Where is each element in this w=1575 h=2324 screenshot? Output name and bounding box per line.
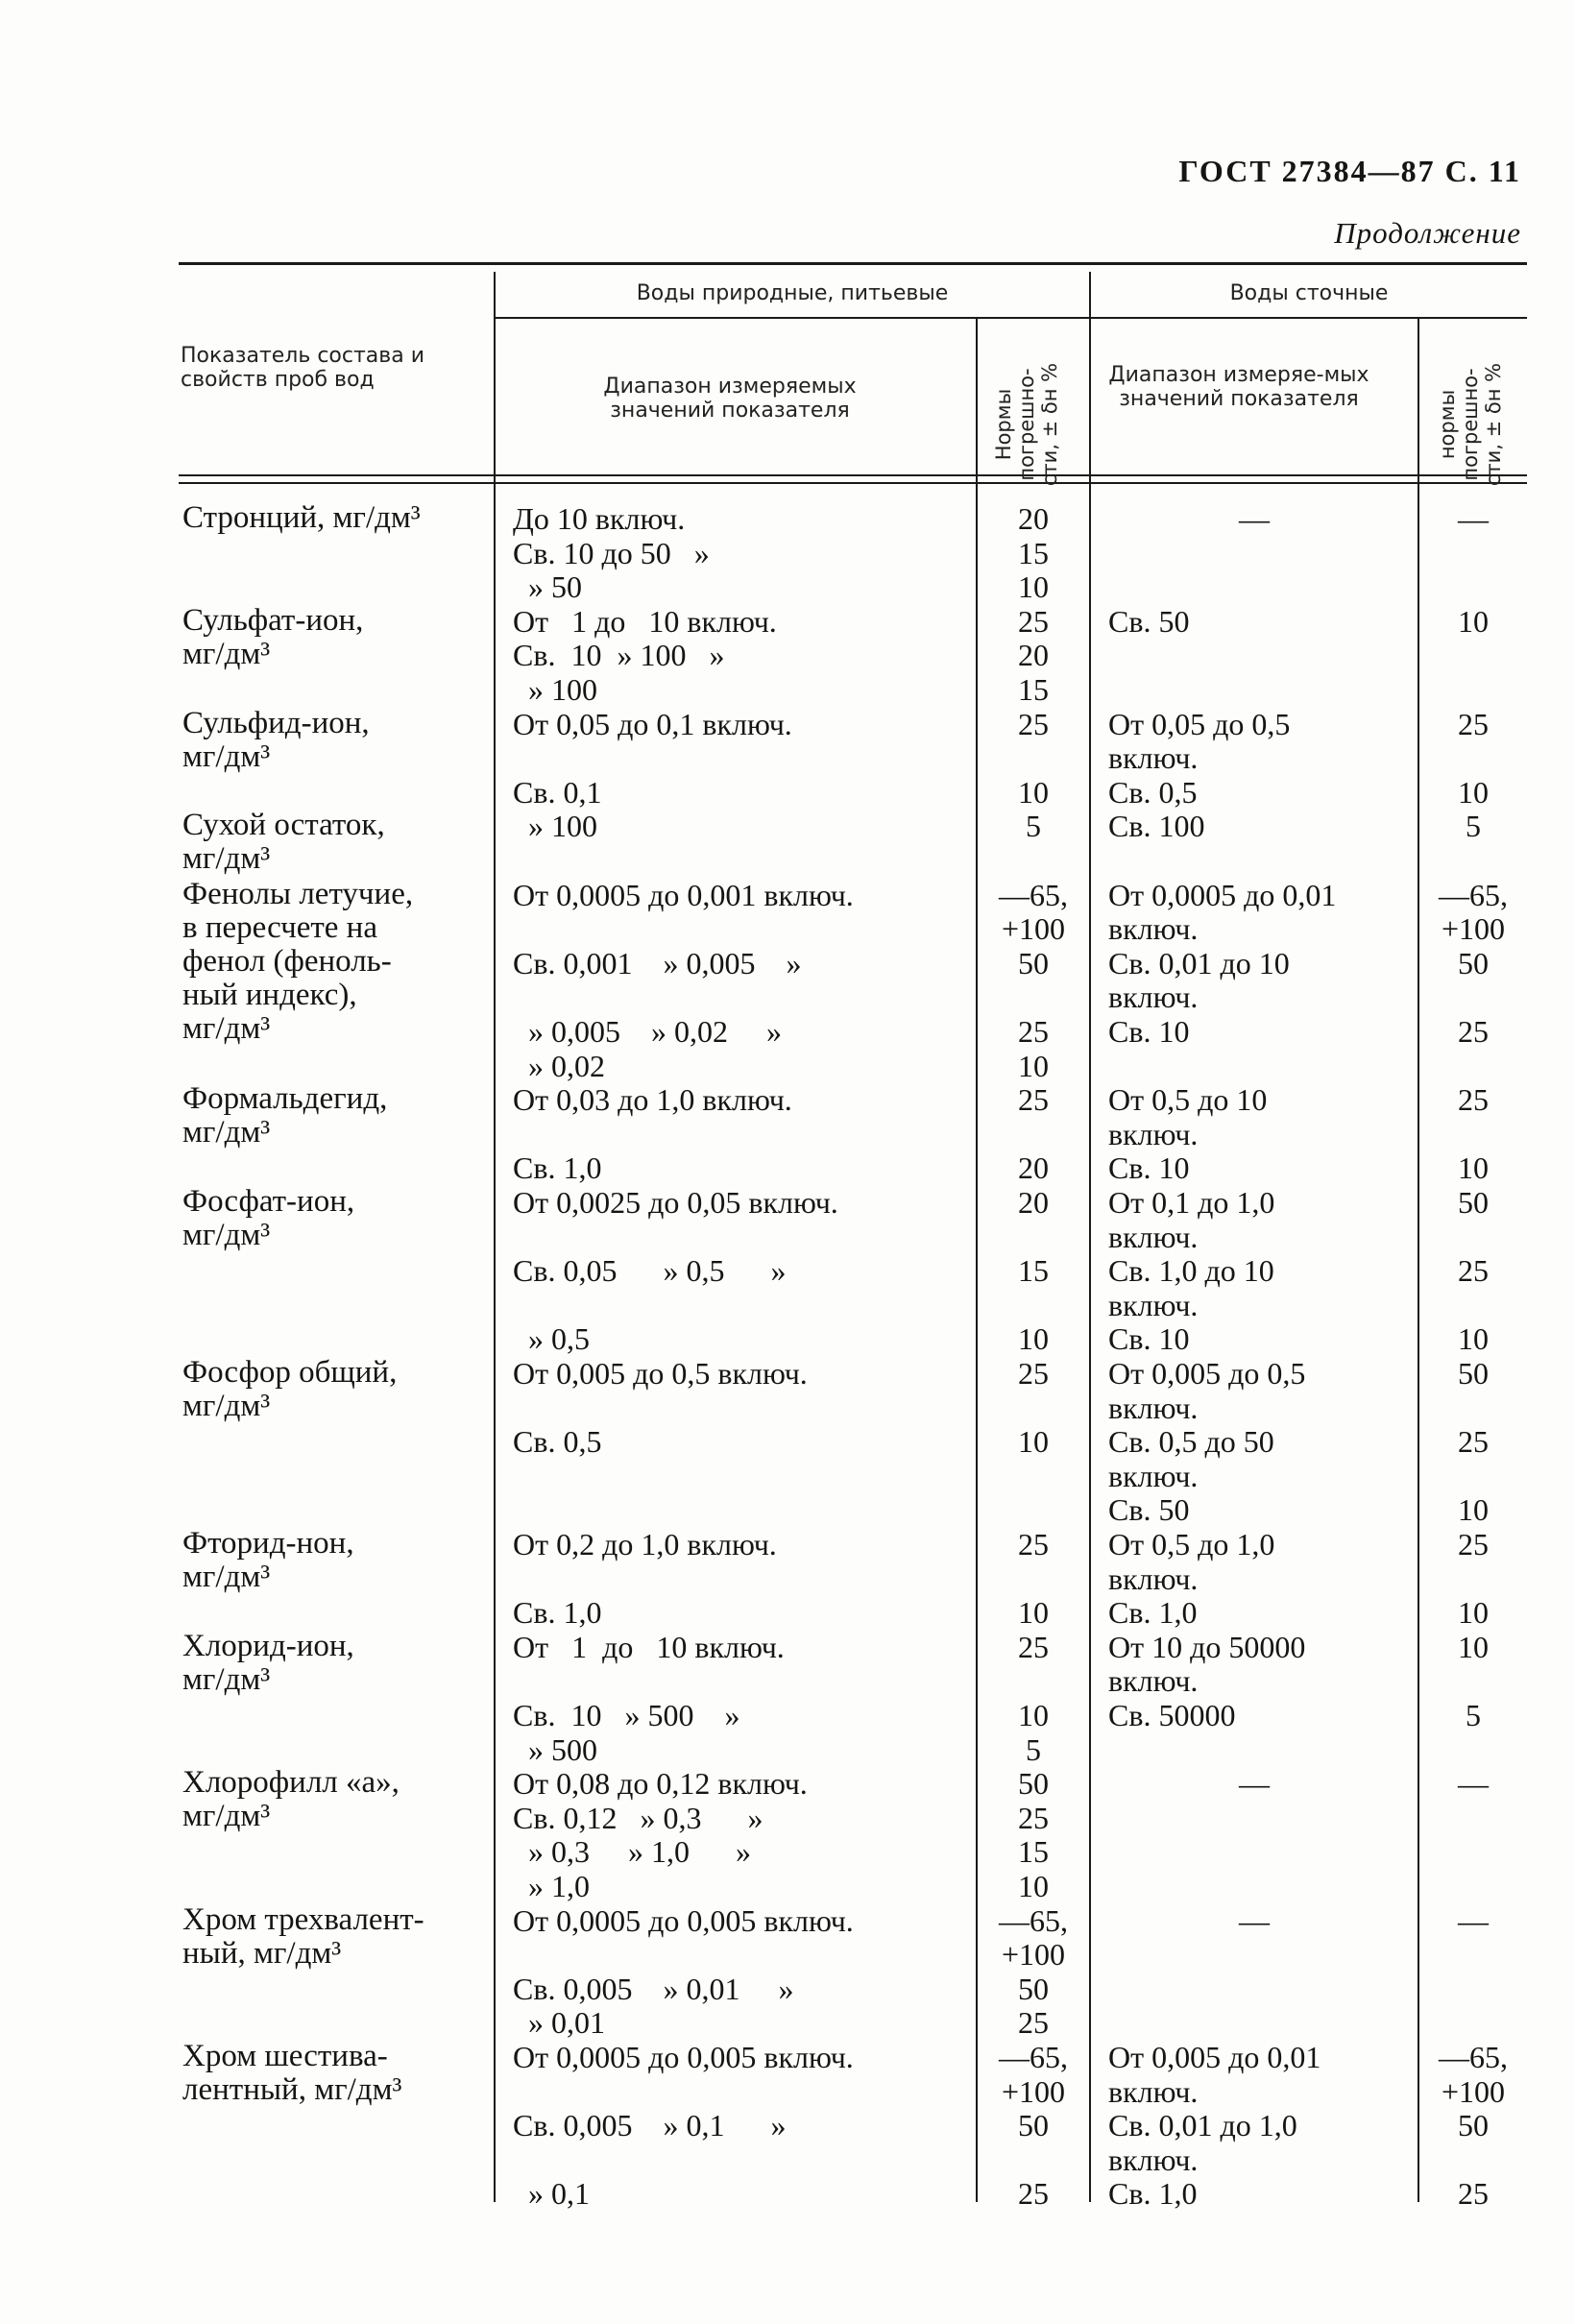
- group-header-rule-waste: [1091, 317, 1527, 319]
- parameter-name: мг/дм³: [182, 636, 271, 671]
- norm-natural-cell: 20: [1018, 1185, 1049, 1220]
- norm-natural-cell: 5: [1026, 809, 1041, 844]
- norm-natural-cell: 25: [1018, 1014, 1049, 1049]
- norm-waste-cell: 25: [1458, 1014, 1489, 1049]
- norm-natural-cell: 10: [1018, 1595, 1049, 1631]
- range-waste-cell: Св. 0,5 до 50: [1108, 1424, 1274, 1460]
- parameter-name: Формальдегид,: [182, 1081, 388, 1117]
- norm-waste-cell: 10: [1458, 1629, 1489, 1664]
- range-natural-cell: » 100: [513, 672, 597, 707]
- column-header-norm-waste: нормы погрешно-сти, ± δн %: [1436, 362, 1505, 487]
- range-waste-cell: включ.: [1108, 1116, 1199, 1151]
- norm-natural-cell: 25: [1018, 1082, 1049, 1118]
- range-natural-cell: » 50: [513, 569, 582, 605]
- parameter-name: ный индекс),: [182, 977, 357, 1012]
- range-natural-cell: До 10 включ.: [513, 501, 686, 536]
- norm-natural-cell: 25: [1018, 603, 1049, 639]
- parameter-name: мг/дм³: [182, 1389, 271, 1423]
- range-waste-cell: От 0,5 до 10: [1108, 1082, 1268, 1118]
- norm-natural-cell: 20: [1018, 501, 1049, 536]
- parameter-name: Фосфат-ион,: [182, 1184, 355, 1219]
- range-waste-cell: От 0,005 до 0,5: [1108, 1356, 1306, 1391]
- norm-waste-cell: 25: [1458, 2176, 1489, 2212]
- norm-waste-cell: —: [1458, 501, 1489, 536]
- range-waste-cell: Св. 0,01 до 1,0: [1108, 2108, 1297, 2143]
- norm-waste-cell: 25: [1458, 706, 1489, 741]
- range-waste-cell: Св. 0,5: [1108, 774, 1198, 810]
- norm-waste-cell: 10: [1458, 1595, 1489, 1631]
- range-waste-cell: От 0,0005 до 0,01: [1108, 877, 1337, 912]
- norm-natural-cell: 15: [1018, 1834, 1049, 1870]
- parameter-name: Хром шестива-: [182, 2039, 388, 2073]
- range-natural-cell: » 0,1: [513, 2176, 590, 2212]
- header-bottom-rule-1: [179, 474, 1527, 476]
- norm-natural-cell: 25: [1018, 706, 1049, 741]
- parameter-name: Фосфор общий,: [182, 1355, 398, 1390]
- range-waste-cell: включ.: [1108, 980, 1199, 1015]
- parameter-name: мг/дм³: [182, 841, 271, 877]
- norm-waste-cell: 5: [1466, 809, 1481, 844]
- range-natural-cell: Св. 10 до 50 »: [513, 535, 710, 570]
- range-natural-cell: Св. 0,005 » 0,01 »: [513, 1971, 794, 2006]
- norm-waste-cell: —65,: [1439, 877, 1508, 912]
- page-header: ГОСТ 27384—87 С. 11: [1178, 154, 1521, 188]
- norm-natural-cell: 15: [1018, 1253, 1049, 1289]
- range-natural-cell: Св. 0,005 » 0,1 »: [513, 2108, 787, 2143]
- range-natural-cell: От 0,03 до 1,0 включ.: [513, 1082, 792, 1118]
- range-waste-cell: включ.: [1108, 2142, 1199, 2177]
- column-header-range-natural: Диапазон измеряемых значений показателя: [603, 375, 857, 423]
- norm-natural-cell: —65,: [999, 877, 1068, 912]
- range-natural-cell: Св. 0,1: [513, 774, 602, 810]
- norm-natural-cell: 10: [1018, 774, 1049, 810]
- norm-waste-cell: 10: [1458, 1150, 1489, 1186]
- norm-waste-cell: 50: [1458, 1185, 1489, 1220]
- parameter-name: Хлорофилл «а»,: [182, 1765, 400, 1801]
- range-natural-cell: От 0,2 до 1,0 включ.: [513, 1527, 777, 1561]
- norm-natural-cell: 10: [1018, 1048, 1049, 1083]
- range-waste-cell: Св. 1,0: [1108, 1595, 1198, 1631]
- norm-natural-cell: 25: [1018, 2005, 1049, 2041]
- norm-natural-cell: —65,: [999, 1902, 1068, 1938]
- parameter-name: Фторид-нон,: [182, 1526, 354, 1561]
- table-top-rule: [179, 262, 1527, 265]
- norm-natural-cell: 10: [1018, 1698, 1049, 1732]
- column-group-waste: Воды сточные: [1229, 281, 1389, 305]
- range-natural-cell: » 0,005 » 0,02 »: [513, 1014, 782, 1049]
- range-waste-cell: Св. 1,0 до 10: [1108, 1253, 1274, 1289]
- range-waste-cell: Св. 50000: [1108, 1698, 1236, 1732]
- range-waste-cell: —: [1239, 1902, 1270, 1938]
- column-header-range-waste: Диапазон измеряе-мых значений показателя: [1108, 363, 1369, 411]
- range-natural-cell: От 0,08 до 0,12 включ.: [513, 1766, 808, 1802]
- group-header-rule-natural: [496, 317, 1089, 319]
- parameter-name: Хром трехвалент-: [182, 1901, 424, 1937]
- norm-natural-cell: 50: [1018, 945, 1049, 980]
- range-natural-cell: » 1,0: [513, 1869, 590, 1903]
- parameter-name: лентный, мг/дм³: [182, 2072, 402, 2107]
- norm-natural-cell: 10: [1018, 1424, 1049, 1460]
- norm-waste-cell: —: [1458, 1766, 1489, 1802]
- range-natural-cell: » 0,3 » 1,0 »: [513, 1834, 751, 1870]
- norm-natural-cell: 15: [1018, 672, 1049, 707]
- norm-natural-cell: 50: [1018, 1766, 1049, 1802]
- norm-natural-cell: 10: [1018, 569, 1049, 605]
- parameter-name: мг/дм³: [182, 1218, 271, 1252]
- range-natural-cell: » 0,02: [513, 1048, 605, 1083]
- parameter-name: мг/дм³: [182, 1560, 271, 1594]
- parameter-name: мг/дм³: [182, 738, 271, 774]
- norm-waste-cell: +100: [1441, 2073, 1506, 2109]
- norm-waste-cell: 10: [1458, 1321, 1489, 1357]
- norm-natural-cell: 25: [1018, 1800, 1049, 1835]
- parameter-name: мг/дм³: [182, 1661, 271, 1697]
- range-waste-cell: —: [1239, 1766, 1270, 1802]
- norm-waste-cell: —: [1458, 1902, 1489, 1938]
- range-waste-cell: включ.: [1108, 2073, 1199, 2109]
- norm-natural-cell: 20: [1018, 638, 1049, 673]
- norm-waste-cell: —65,: [1439, 2040, 1508, 2074]
- range-natural-cell: Св. 10 » 100 »: [513, 638, 725, 673]
- norm-waste-cell: 25: [1458, 1082, 1489, 1118]
- norm-natural-cell: 15: [1018, 535, 1049, 570]
- norm-waste-cell: +100: [1441, 911, 1506, 947]
- parameter-name: мг/дм³: [182, 1115, 271, 1150]
- norm-natural-cell: +100: [1001, 1937, 1066, 1973]
- parameter-name: Фенолы летучие,: [182, 876, 414, 911]
- norm-natural-cell: 50: [1018, 2108, 1049, 2143]
- range-natural-cell: » 0,5: [513, 1321, 590, 1357]
- range-natural-cell: » 100: [513, 809, 597, 844]
- norm-natural-cell: +100: [1001, 911, 1066, 947]
- range-natural-cell: От 0,05 до 0,1 включ.: [513, 706, 792, 741]
- range-natural-cell: От 0,0005 до 0,005 включ.: [513, 1902, 854, 1938]
- range-waste-cell: включ.: [1108, 740, 1199, 776]
- norm-waste-cell: 50: [1458, 2108, 1489, 2143]
- column-group-natural: Воды природные, питьевые: [636, 281, 949, 305]
- range-natural-cell: Св. 0,5: [513, 1424, 602, 1460]
- norm-waste-cell: 5: [1466, 1698, 1481, 1732]
- norm-waste-cell: 25: [1458, 1424, 1489, 1460]
- norm-natural-cell: 50: [1018, 1971, 1049, 2006]
- parameter-name: Сухой остаток,: [182, 808, 385, 843]
- column-header-param: Показатель состава и свойств проб вод: [181, 344, 425, 392]
- range-natural-cell: От 1 до 10 включ.: [513, 1629, 785, 1664]
- norm-natural-cell: 25: [1018, 2176, 1049, 2212]
- norm-natural-cell: 25: [1018, 1527, 1049, 1561]
- range-natural-cell: Св. 1,0: [513, 1150, 602, 1186]
- range-natural-cell: » 500: [513, 1731, 597, 1767]
- norm-waste-cell: 50: [1458, 1356, 1489, 1391]
- range-waste-cell: включ.: [1108, 1458, 1199, 1493]
- range-natural-cell: От 0,0005 до 0,005 включ.: [513, 2040, 854, 2074]
- range-waste-cell: Св. 50: [1108, 1492, 1190, 1528]
- header-bottom-rule-2: [179, 482, 1527, 484]
- range-waste-cell: От 0,1 до 1,0: [1108, 1185, 1275, 1220]
- column-header-norm-natural: Нормы погрешно-сти, ± δн %: [992, 362, 1061, 487]
- range-natural-cell: От 1 до 10 включ.: [513, 603, 777, 639]
- range-waste-cell: Св. 10: [1108, 1014, 1190, 1049]
- norm-natural-cell: 25: [1018, 1356, 1049, 1391]
- range-waste-cell: Св. 0,01 до 10: [1108, 945, 1290, 980]
- range-waste-cell: От 0,5 до 1,0: [1108, 1527, 1275, 1561]
- parameter-name: Хлорид-ион,: [182, 1628, 354, 1663]
- range-waste-cell: включ.: [1108, 1219, 1199, 1254]
- parameter-name: Стронций, мг/дм³: [182, 500, 421, 535]
- range-waste-cell: От 10 до 50000: [1108, 1629, 1306, 1664]
- range-natural-cell: Св. 0,12 » 0,3 »: [513, 1800, 763, 1835]
- range-waste-cell: включ.: [1108, 1561, 1199, 1596]
- norm-waste-cell: 25: [1458, 1253, 1489, 1289]
- range-waste-cell: Св. 100: [1108, 809, 1205, 844]
- parameter-name: ный, мг/дм³: [182, 1935, 342, 1971]
- range-waste-cell: Св. 1,0: [1108, 2176, 1198, 2212]
- norm-waste-cell: 50: [1458, 945, 1489, 980]
- norm-waste-cell: 10: [1458, 1492, 1489, 1528]
- range-natural-cell: Св. 0,05 » 0,5 »: [513, 1253, 787, 1289]
- range-waste-cell: От 0,005 до 0,01: [1108, 2040, 1321, 2074]
- range-waste-cell: включ.: [1108, 1287, 1199, 1322]
- range-natural-cell: От 0,005 до 0,5 включ.: [513, 1356, 808, 1391]
- continued-label: Продолжение: [1334, 216, 1521, 250]
- range-waste-cell: включ.: [1108, 1663, 1199, 1699]
- range-waste-cell: —: [1239, 501, 1270, 536]
- range-waste-cell: Св. 50: [1108, 603, 1190, 639]
- range-waste-cell: От 0,05 до 0,5: [1108, 706, 1291, 741]
- norm-natural-cell: 5: [1026, 1731, 1041, 1767]
- range-waste-cell: включ.: [1108, 1390, 1199, 1425]
- parameter-name: в пересчете на: [182, 909, 377, 945]
- norm-natural-cell: 10: [1018, 1869, 1049, 1903]
- norm-natural-cell: —65,: [999, 2040, 1068, 2074]
- norm-natural-cell: +100: [1001, 2073, 1066, 2109]
- parameter-name: Сульфат-ион,: [182, 602, 364, 638]
- parameter-name: Сульфид-ион,: [182, 705, 370, 740]
- range-natural-cell: От 0,0005 до 0,001 включ.: [513, 877, 854, 912]
- range-natural-cell: От 0,0025 до 0,05 включ.: [513, 1185, 838, 1220]
- norm-natural-cell: 20: [1018, 1150, 1049, 1186]
- parameter-name: мг/дм³: [182, 1010, 271, 1046]
- parameter-name: мг/дм³: [182, 1799, 271, 1834]
- range-natural-cell: » 0,01: [513, 2005, 605, 2041]
- range-natural-cell: Св. 10 » 500 »: [513, 1698, 740, 1732]
- norm-waste-cell: 10: [1458, 603, 1489, 639]
- range-waste-cell: включ.: [1108, 911, 1199, 947]
- range-natural-cell: Св. 1,0: [513, 1595, 602, 1631]
- range-waste-cell: Св. 10: [1108, 1321, 1190, 1357]
- norm-waste-cell: 10: [1458, 774, 1489, 810]
- norm-waste-cell: 25: [1458, 1527, 1489, 1561]
- parameter-name: фенол (феноль-: [182, 943, 392, 979]
- range-waste-cell: Св. 10: [1108, 1150, 1190, 1186]
- norm-natural-cell: 25: [1018, 1629, 1049, 1664]
- column-divider-1: [494, 272, 496, 2202]
- range-natural-cell: Св. 0,001 » 0,005 »: [513, 945, 802, 980]
- norm-natural-cell: 10: [1018, 1321, 1049, 1357]
